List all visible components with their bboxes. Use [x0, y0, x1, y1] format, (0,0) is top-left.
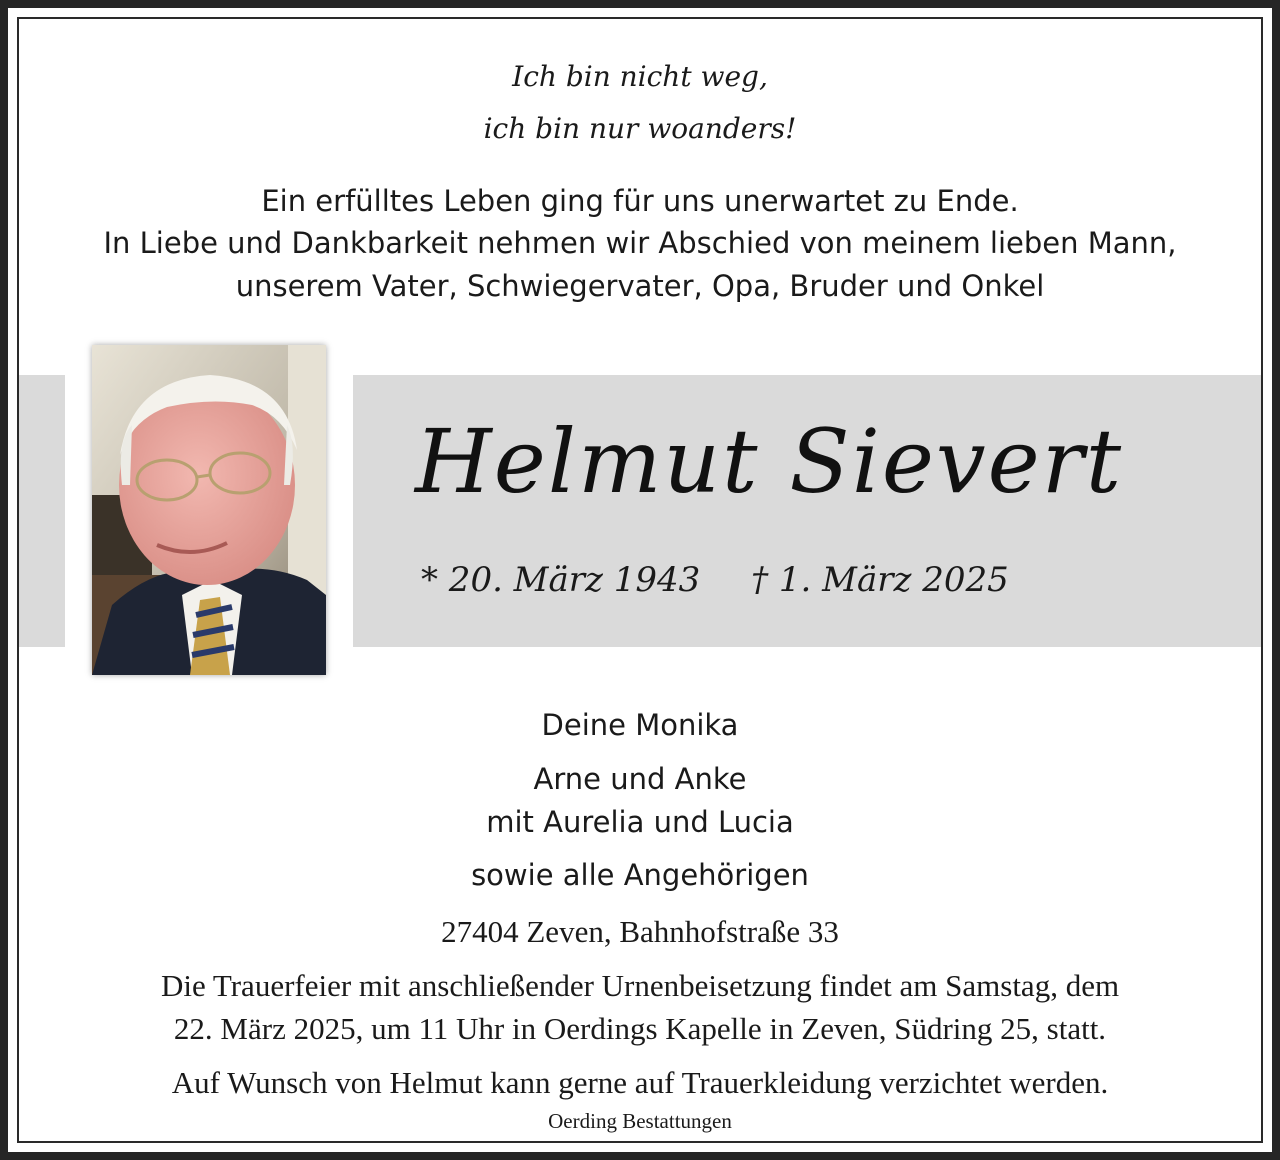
portrait-illustration: [92, 345, 326, 675]
poem-line-1: Ich bin nicht weg,: [512, 60, 768, 93]
intro-line-2: In Liebe und Dankbarkeit nehmen wir Abschied von meinem lieben Mann,: [103, 226, 1177, 260]
family-line-1: Deine Monika: [541, 708, 739, 742]
death-date: † 1. März 2025: [751, 560, 1009, 600]
birth-date: * 20. März 1943: [421, 560, 701, 600]
ceremony-line-1: Die Trauerfeier mit anschließender Urnenbeisetzung findet am Samstag, dem: [160, 968, 1120, 1003]
obituary-card: [8, 8, 1272, 1152]
family-line-3: mit Aurelia und Lucia: [486, 805, 794, 839]
portrait-photo: [92, 345, 326, 675]
family-line-4: sowie alle Angehörigen: [471, 858, 809, 892]
poem-line-2: ich bin nur woanders!: [483, 112, 797, 145]
intro-line-1: Ein erfülltes Leben ging für uns unerwartet zu Ende.: [261, 184, 1019, 218]
funeral-home: Oerding Bestattungen: [548, 1109, 732, 1133]
mourning-wish: Auf Wunsch von Helmut kann gerne auf Trauerkleidung verzichtet werden.: [171, 1065, 1109, 1100]
intro-line-3: unserem Vater, Schwiegervater, Opa, Bruder und Onkel: [235, 269, 1045, 303]
family-line-2: Arne und Anke: [533, 762, 747, 796]
deceased-name: Helmut Sievert: [415, 410, 1124, 513]
grey-band-left: [19, 375, 65, 647]
ceremony-line-2: 22. März 2025, um 11 Uhr in Oerdings Kapelle in Zeven, Südring 25, statt.: [173, 1011, 1107, 1046]
life-dates: [353, 560, 1261, 600]
address: 27404 Zeven, Bahnhofstraße 33: [441, 914, 839, 949]
